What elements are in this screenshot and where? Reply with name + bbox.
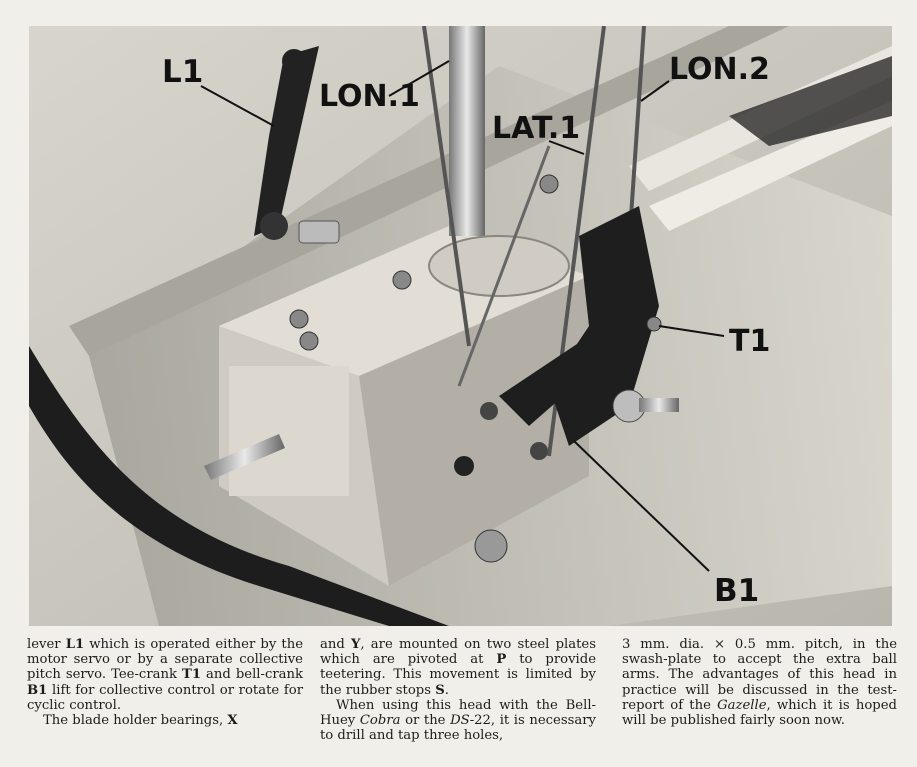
label-lon2: LON.2 — [669, 52, 770, 87]
italic-cobra: Cobra — [359, 713, 401, 729]
text-run: , are mounted on two steel plates which are pivoted at — [320, 637, 596, 668]
ref-b1: B1 — [27, 682, 48, 698]
text-run: lift for collective control or rotate for cyclic control. — [27, 682, 303, 713]
text-column-1 — [27, 637, 303, 728]
paragraph — [27, 637, 303, 713]
text-run: -22, it is necessary to drill and tap three holes, — [320, 713, 596, 744]
paragraph — [622, 637, 897, 728]
ref-t1: T1 — [182, 667, 201, 683]
ref-p: P — [496, 652, 507, 668]
text-run: When using this head with the Bell-Huey — [320, 697, 596, 729]
photo-illustration — [29, 26, 892, 626]
text-run: lever — [27, 637, 66, 652]
label-b1: B1 — [714, 573, 760, 609]
label-l1: L1 — [162, 54, 204, 90]
text-run: The blade holder bearings, — [43, 713, 228, 729]
text-run: . — [444, 682, 449, 698]
ref-x: X — [227, 713, 238, 729]
text-run: and bell-crank — [201, 667, 304, 683]
text-run: and — [320, 637, 351, 652]
italic-gazelle: Gazelle — [717, 697, 767, 713]
text-run: 3 mm. dia. × 0.5 mm. pitch, in the swash-plate to accept the extra ball arms. The advantages of this head in practice will be discussed in the test-report of the — [622, 637, 897, 713]
ref-s: S — [435, 682, 445, 698]
ref-y: Y — [351, 637, 361, 652]
text-column-3 — [622, 637, 897, 728]
label-lat1: LAT.1 — [492, 111, 581, 146]
text-run: which is operated either by the motor servo or by a separate collective pitch servo. Tee-crank — [27, 637, 303, 683]
text-run: to provide teetering. This movement is limited by the rubber stops — [320, 652, 596, 698]
paragraph — [320, 698, 596, 744]
mechanism-photograph — [29, 26, 892, 626]
article-text — [27, 637, 897, 762]
label-t1: T1 — [729, 324, 771, 359]
text-run: or the — [400, 713, 451, 729]
paragraph — [320, 637, 596, 698]
text-column-2 — [320, 637, 596, 743]
ref-l1: L1 — [65, 637, 85, 652]
text-run: , which it is hoped will be published fairly soon now. — [622, 697, 897, 729]
label-lon1: LON.1 — [319, 79, 420, 114]
paragraph — [27, 713, 303, 728]
italic-ds: DS — [450, 713, 470, 729]
